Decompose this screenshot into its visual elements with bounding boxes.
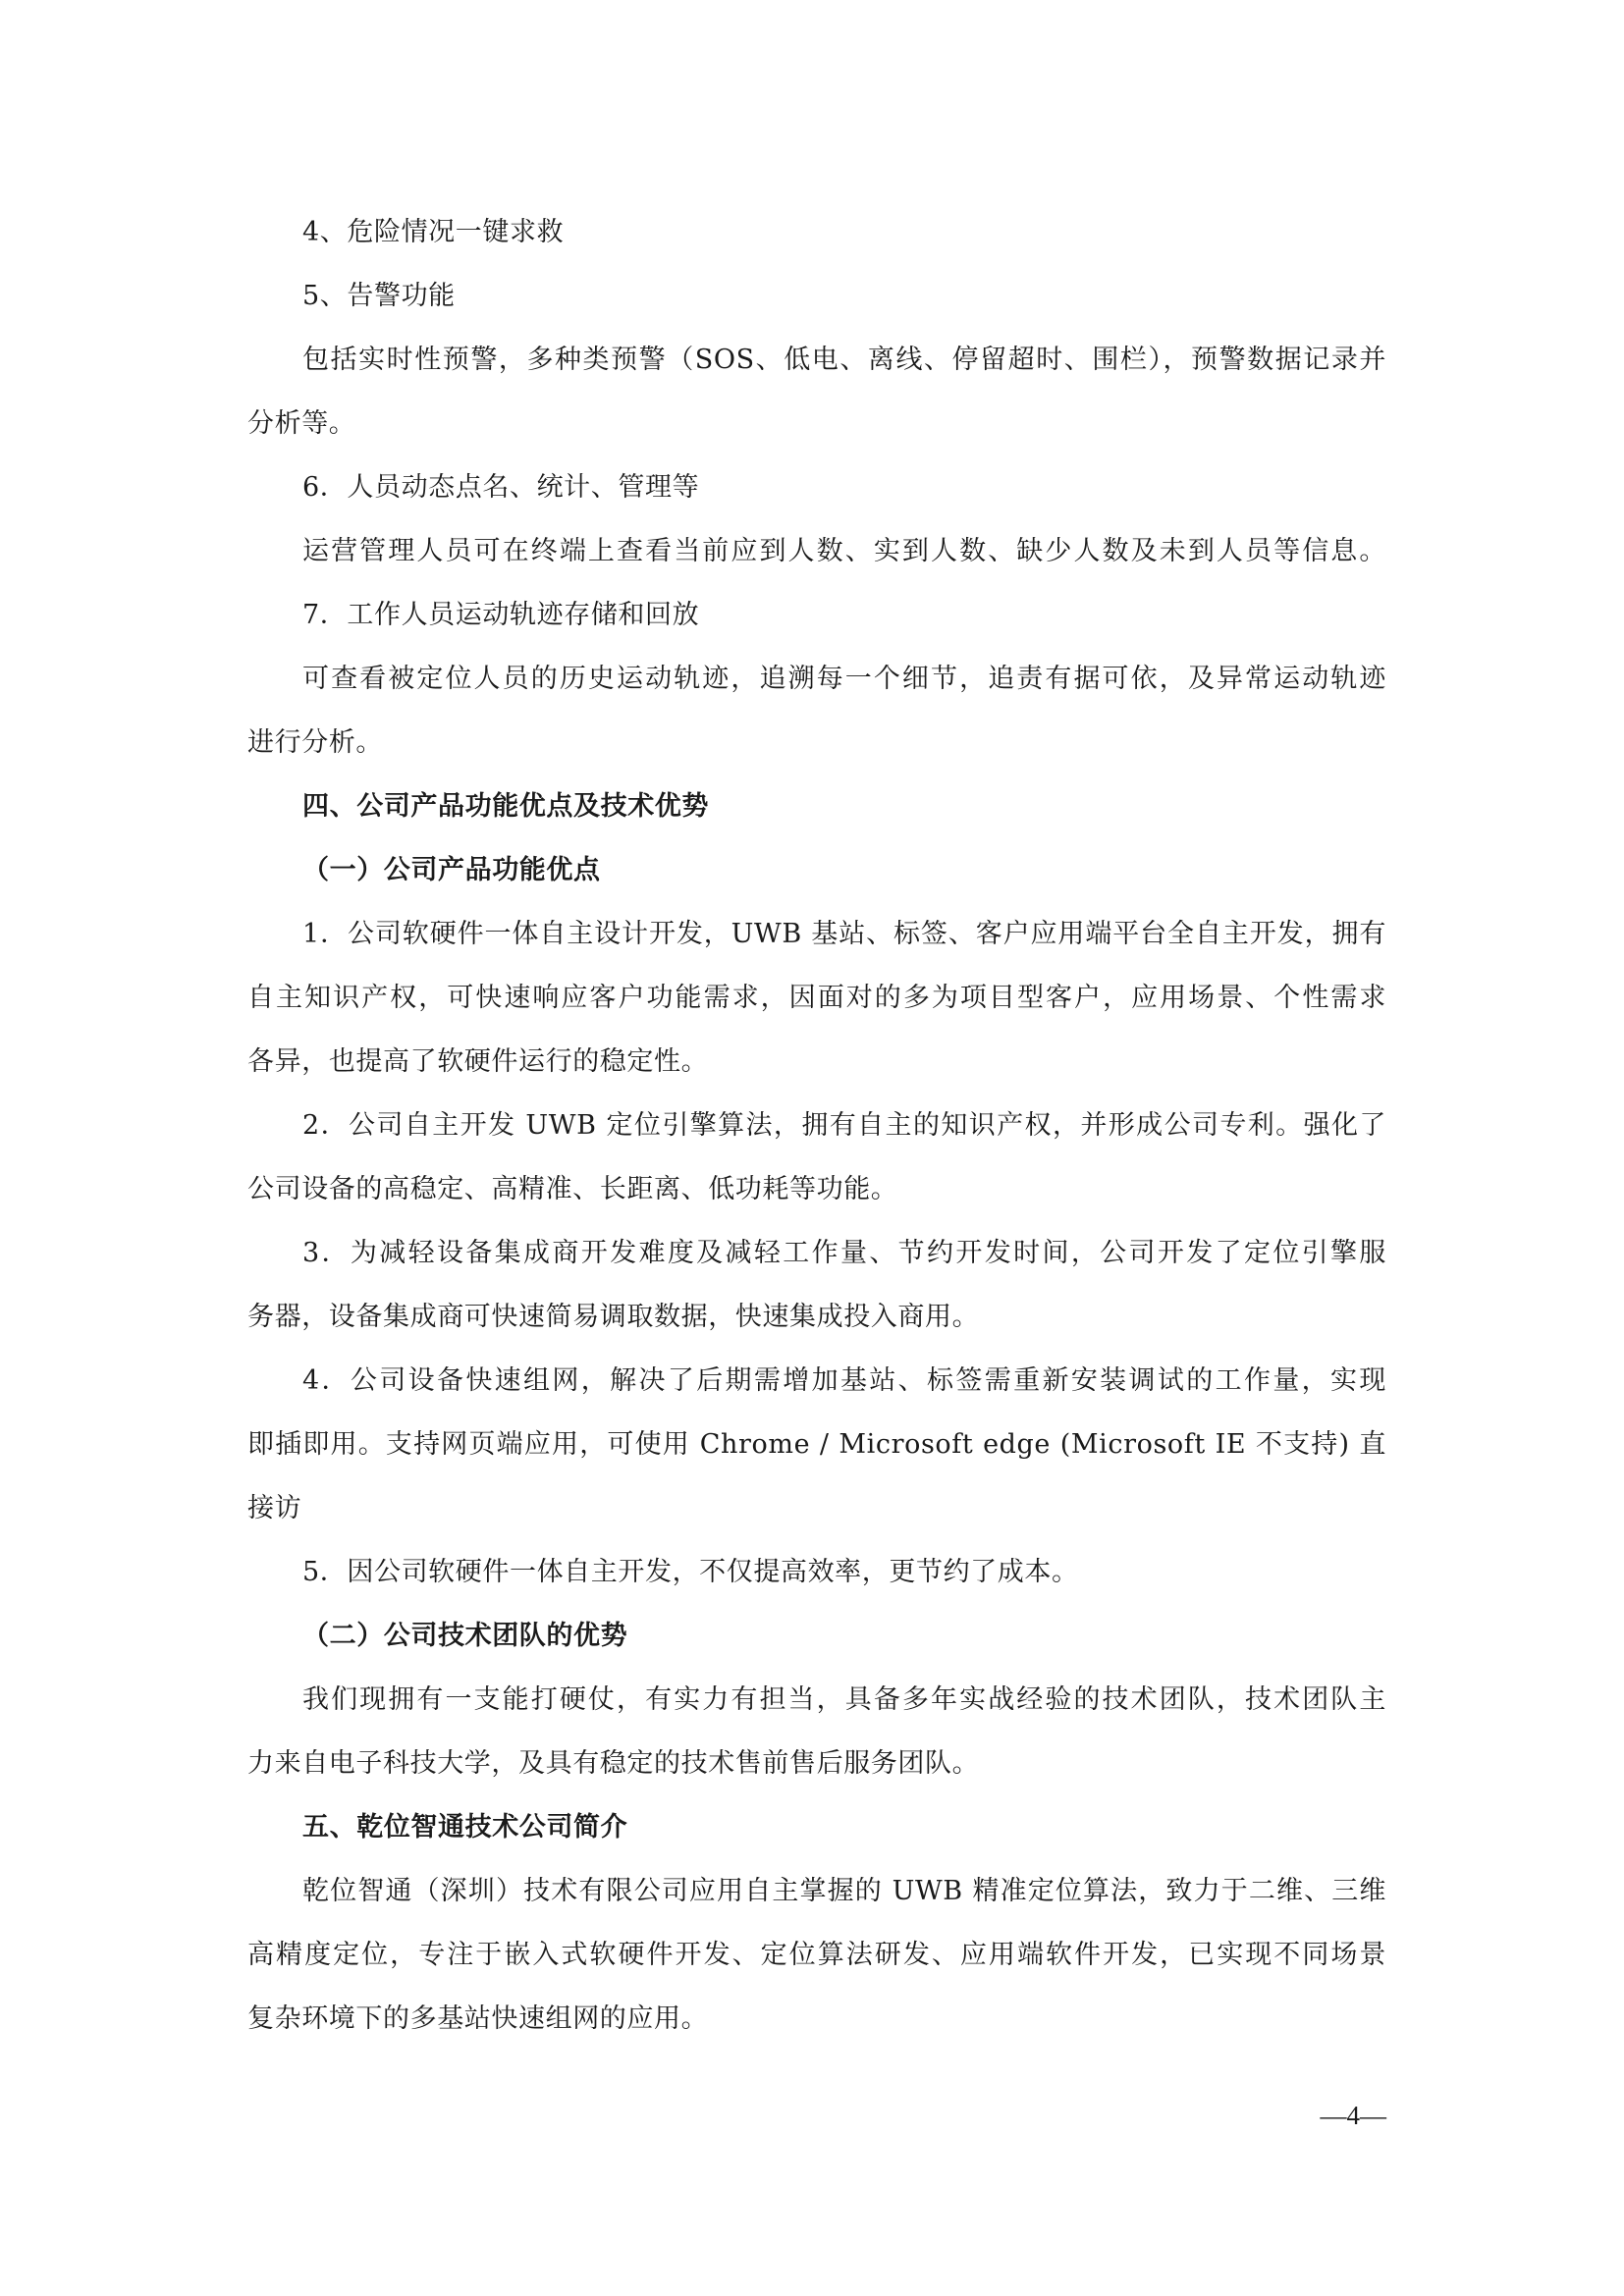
paragraph-line: 各异，也提高了软硬件运行的稳定性。: [247, 1046, 709, 1077]
paragraph-line: 公司设备的高稳定、高精准、长距离、低功耗等功能。: [247, 1174, 898, 1204]
paragraph-line: 自主知识产权，可快速响应客户功能需求，因面对的多为项目型客户，应用场景、个性需求: [247, 983, 1386, 1013]
paragraph-line: 包括实时性预警，多种类预警（SOS、低电、离线、停留超时、围栏），预警数据记录并: [302, 345, 1386, 375]
section-heading: （一）公司产品功能优点: [302, 855, 601, 885]
paragraph-line: 5、告警功能: [302, 281, 456, 311]
paragraph-line: 乾位智通（深圳）技术有限公司应用自主掌握的 UWB 精准定位算法，致力于二维、三维: [302, 1876, 1386, 1906]
paragraph-line: 7．工作人员运动轨迹存储和回放: [302, 600, 700, 630]
paragraph-line: 1．公司软硬件一体自主设计开发，UWB 基站、标签、客户应用端平台全自主开发，拥有: [302, 919, 1386, 949]
paragraph-line: 6．人员动态点名、统计、管理等: [302, 472, 700, 503]
paragraph-line: 复杂环境下的多基站快速组网的应用。: [247, 2003, 709, 2034]
section-heading: 四、公司产品功能优点及技术优势: [302, 791, 709, 822]
paragraph-line: 3．为减轻设备集成商开发难度及减轻工作量、节约开发时间，公司开发了定位引擎服: [302, 1238, 1386, 1268]
paragraph-line: 分析等。: [247, 408, 356, 439]
paragraph-line: 即插即用。支持网页端应用，可使用 Chrome / Microsoft edge (Microsoft IE 不支持) 直: [247, 1429, 1386, 1460]
section-heading: （二）公司技术团队的优势: [302, 1621, 628, 1651]
paragraph-line: 2．公司自主开发 UWB 定位引擎算法，拥有自主的知识产权，并形成公司专利。强化了: [302, 1110, 1386, 1141]
section-heading: 五、乾位智通技术公司简介: [302, 1812, 628, 1842]
paragraph-line: 运营管理人员可在终端上查看当前应到人数、实到人数、缺少人数及未到人员等信息。: [302, 536, 1386, 566]
paragraph-line: 高精度定位，专注于嵌入式软硬件开发、定位算法研发、应用端软件开发，已实现不同场景: [247, 1940, 1386, 1970]
page-number: —4—: [1320, 2101, 1386, 2130]
paragraph-line: 我们现拥有一支能打硬仗，有实力有担当，具备多年实战经验的技术团队，技术团队主: [302, 1684, 1386, 1715]
paragraph-line: 进行分析。: [247, 727, 383, 758]
paragraph-line: 4、危险情况一键求救: [302, 217, 565, 247]
document-body: [247, 200, 1386, 2051]
paragraph-line: 4．公司设备快速组网，解决了后期需增加基站、标签需重新安装调试的工作量，实现: [302, 1365, 1386, 1396]
paragraph-line: 5．因公司软硬件一体自主开发，不仅提高效率，更节约了成本。: [302, 1557, 1079, 1587]
paragraph-line: 接访: [247, 1493, 302, 1523]
paragraph-line: 可查看被定位人员的历史运动轨迹，追溯每一个细节，追责有据可依，及异常运动轨迹: [302, 664, 1386, 694]
paragraph-line: 力来自电子科技大学，及具有稳定的技术售前售后服务团队。: [247, 1748, 980, 1779]
paragraph-line: 务器，设备集成商可快速简易调取数据，快速集成投入商用。: [247, 1302, 980, 1332]
